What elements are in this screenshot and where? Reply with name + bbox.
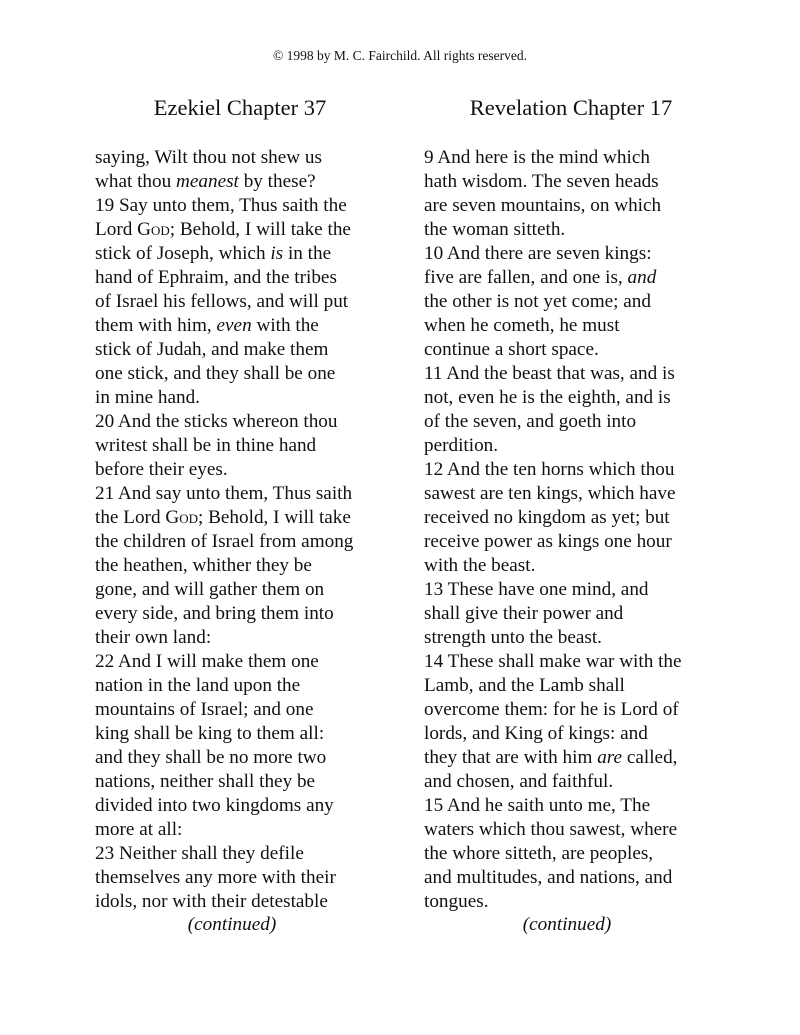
- left-continued-label: (continued): [187, 914, 277, 935]
- text-segment: receive power as kings one hour: [424, 531, 672, 552]
- text-segment: overcome them: for he is Lord of: [424, 699, 679, 720]
- text-line: [95, 242, 415, 266]
- italic-word: even: [216, 315, 252, 336]
- text-segment: stick of Judah, and make them: [95, 339, 329, 360]
- text-line: [95, 650, 415, 674]
- text-segment: every side, and bring them into: [95, 603, 334, 624]
- italic-word: and: [627, 267, 657, 288]
- text-segment: one stick, and they shall be one: [95, 363, 336, 384]
- text-segment: gone, and will gather them on: [95, 579, 325, 600]
- text-segment: nations, neither shall they be: [95, 771, 316, 792]
- text-line: [95, 818, 415, 842]
- text-segment: hand of Ephraim, and the tribes: [95, 267, 337, 288]
- text-segment: nation in the land upon the: [95, 675, 301, 696]
- text-segment: received no kingdom as yet; but: [424, 507, 670, 528]
- text-segment: 10 And there are seven kings:: [424, 243, 652, 264]
- text-line: [424, 482, 744, 506]
- text-line: [424, 506, 744, 530]
- left-column-heading: Ezekiel Chapter 37: [153, 95, 327, 120]
- text-segment: when he cometh, he must: [424, 315, 620, 336]
- text-line: [95, 410, 415, 434]
- text-segment: the whore sitteth, are peoples,: [424, 843, 654, 864]
- text-segment: are seven mountains, on which: [424, 195, 662, 216]
- text-line: [424, 314, 744, 338]
- text-segment: 23 Neither shall they defile: [95, 843, 304, 864]
- text-segment: what thou: [95, 171, 177, 192]
- text-segment: stick of Joseph, which: [95, 243, 271, 264]
- text-line: [95, 170, 415, 194]
- text-line: [95, 386, 415, 410]
- text-segment: the Lord: [95, 507, 166, 528]
- text-segment: Lord: [95, 219, 138, 240]
- text-segment: writest shall be in thine hand: [95, 435, 317, 456]
- text-segment: shall give their power and: [424, 603, 624, 624]
- text-segment: them with him,: [95, 315, 217, 336]
- text-segment: in the: [283, 243, 332, 264]
- text-line: [424, 650, 744, 674]
- text-line: [95, 314, 415, 338]
- text-line: [95, 626, 415, 650]
- text-line: [424, 770, 744, 794]
- text-segment: king shall be king to them all:: [95, 723, 325, 744]
- small-caps-word: God: [137, 219, 170, 240]
- text-segment: 12 And the ten horns which thou: [424, 459, 675, 480]
- text-line: [95, 362, 415, 386]
- text-segment: and multitudes, and nations, and: [424, 867, 673, 888]
- text-line: [95, 338, 415, 362]
- text-line: [95, 578, 415, 602]
- text-segment: 15 And he saith unto me, The: [424, 795, 651, 816]
- text-segment: 19 Say unto them, Thus saith the: [95, 195, 347, 216]
- text-line: [424, 242, 744, 266]
- text-line: [95, 146, 415, 170]
- text-line: [95, 458, 415, 482]
- text-line: [424, 410, 744, 434]
- text-segment: 20 And the sticks whereon thou: [95, 411, 338, 432]
- text-segment: lords, and King of kings: and: [424, 723, 648, 744]
- text-segment: hath wisdom. The seven heads: [424, 171, 659, 192]
- text-segment: by these?: [238, 171, 316, 192]
- text-line: [424, 890, 744, 914]
- text-segment: before their eyes.: [95, 459, 228, 480]
- text-segment: five are fallen, and one is,: [424, 267, 628, 288]
- text-segment: their own land:: [95, 627, 212, 648]
- text-segment: Lamb, and the Lamb shall: [424, 675, 625, 696]
- text-line: [424, 338, 744, 362]
- text-segment: 21 And say unto them, Thus saith: [95, 483, 353, 504]
- text-line: [95, 674, 415, 698]
- text-segment: divided into two kingdoms any: [95, 795, 334, 816]
- text-line: [95, 530, 415, 554]
- text-line: [424, 866, 744, 890]
- text-segment: sawest are ten kings, which have: [424, 483, 676, 504]
- text-segment: called,: [622, 747, 678, 768]
- text-segment: 13 These have one mind, and: [424, 579, 649, 600]
- text-line: [95, 770, 415, 794]
- text-line: [424, 722, 744, 746]
- text-line: [424, 746, 744, 770]
- text-line: [424, 842, 744, 866]
- text-line: [95, 482, 415, 506]
- text-line: [424, 578, 744, 602]
- text-line: [424, 458, 744, 482]
- italic-word: are: [597, 747, 623, 768]
- text-line: [424, 170, 744, 194]
- text-line: [424, 218, 744, 242]
- text-line: [424, 290, 744, 314]
- left-column-text: [95, 146, 415, 914]
- text-segment: the heathen, whither they be: [95, 555, 312, 576]
- text-line: [424, 626, 744, 650]
- text-line: [95, 842, 415, 866]
- text-line: [95, 434, 415, 458]
- text-segment: and chosen, and faithful.: [424, 771, 614, 792]
- text-line: [95, 506, 415, 530]
- text-segment: of the seven, and goeth into: [424, 411, 637, 432]
- text-line: [95, 890, 415, 914]
- text-line: [424, 362, 744, 386]
- text-segment: ; Behold, I will take: [197, 507, 351, 528]
- text-line: [424, 698, 744, 722]
- text-segment: the other is not yet come; and: [424, 291, 651, 312]
- text-line: [424, 530, 744, 554]
- text-segment: ; Behold, I will take the: [169, 219, 351, 240]
- text-segment: not, even he is the eighth, and is: [424, 387, 671, 408]
- text-segment: continue a short space.: [424, 339, 599, 360]
- right-column-text: [424, 146, 744, 914]
- text-line: [424, 602, 744, 626]
- text-segment: and they shall be no more two: [95, 747, 327, 768]
- text-segment: 22 And I will make them one: [95, 651, 319, 672]
- text-line: [95, 866, 415, 890]
- text-segment: idols, nor with their detestable: [95, 891, 328, 912]
- text-line: [95, 698, 415, 722]
- text-line: [424, 266, 744, 290]
- text-line: [424, 194, 744, 218]
- right-continued-label: (continued): [522, 914, 612, 935]
- text-segment: saying, Wilt thou not shew us: [95, 147, 322, 168]
- text-segment: strength unto the beast.: [424, 627, 602, 648]
- text-segment: tongues.: [424, 891, 489, 912]
- text-line: [95, 794, 415, 818]
- italic-word: is: [270, 243, 284, 264]
- text-segment: perdition.: [424, 435, 499, 456]
- text-segment: waters which thou sawest, where: [424, 819, 678, 840]
- text-line: [95, 194, 415, 218]
- text-line: [95, 218, 415, 242]
- text-line: [424, 146, 744, 170]
- italic-word: meanest: [176, 171, 239, 192]
- right-column-heading: Revelation Chapter 17: [469, 95, 673, 120]
- text-line: [424, 794, 744, 818]
- text-segment: 9 And here is the mind which: [424, 147, 650, 168]
- text-line: [424, 818, 744, 842]
- text-segment: they that are with him: [424, 747, 598, 768]
- text-line: [95, 290, 415, 314]
- text-line: [95, 746, 415, 770]
- text-segment: in mine hand.: [95, 387, 200, 408]
- text-segment: with the: [251, 315, 319, 336]
- text-line: [95, 266, 415, 290]
- text-line: [95, 554, 415, 578]
- text-line: [95, 602, 415, 626]
- small-caps-word: God: [165, 507, 198, 528]
- text-segment: the woman sitteth.: [424, 219, 566, 240]
- text-line: [424, 434, 744, 458]
- text-segment: of Israel his fellows, and will put: [95, 291, 349, 312]
- text-segment: with the beast.: [424, 555, 536, 576]
- text-segment: themselves any more with their: [95, 867, 336, 888]
- text-segment: the children of Israel from among: [95, 531, 354, 552]
- text-segment: mountains of Israel; and one: [95, 699, 314, 720]
- text-line: [424, 554, 744, 578]
- text-segment: more at all:: [95, 819, 183, 840]
- copyright-notice: © 1998 by M. C. Fairchild. All rights reserved.: [273, 48, 527, 63]
- text-line: [424, 674, 744, 698]
- text-segment: 14 These shall make war with the: [424, 651, 682, 672]
- text-segment: 11 And the beast that was, and is: [424, 363, 675, 384]
- text-line: [424, 386, 744, 410]
- text-line: [95, 722, 415, 746]
